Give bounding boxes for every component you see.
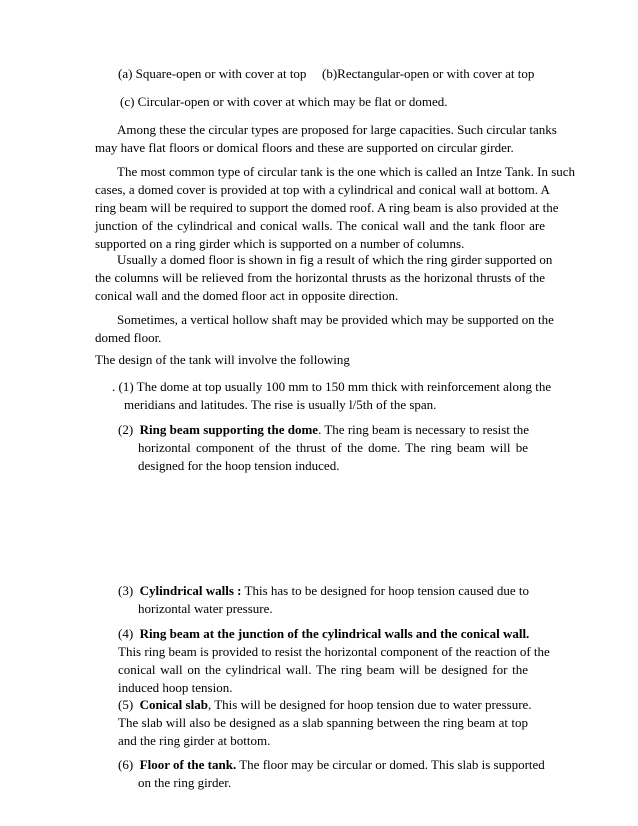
text-line: induced hoop tension. <box>118 680 233 695</box>
text-line <box>118 696 532 714</box>
text-line: may have flat floors or domical floors and these are supported on circular girder. <box>95 140 514 155</box>
text-line <box>118 421 528 439</box>
text-line: This ring beam is provided to resist the horizontal component of the reaction of the <box>118 644 550 659</box>
option-a: (a) Square-open or with cover at top <box>118 66 307 81</box>
text-line: horizontal water pressure. <box>138 601 273 616</box>
design-item-dome <box>112 378 552 414</box>
text-line: meridians and latitudes. The rise is usually l/5th of the span. <box>124 397 437 412</box>
item-heading: Floor of the tank. <box>139 757 237 772</box>
item-heading: Cylindrical walls : <box>139 583 242 598</box>
design-item-conical-slab <box>118 696 532 750</box>
paragraph-circular-types <box>95 121 557 157</box>
text-line: conical wall on the cylindrical wall. The ring beam will be designed for the <box>118 662 528 677</box>
text-line: Among these the circular types are proposed for large capacities. Such circular tanks <box>117 122 557 137</box>
item-heading: Ring beam at the junction of the cylindrical walls and the conical wall. <box>139 626 530 641</box>
text-line: supported on a ring girder which is supported on a number of columns. <box>95 236 465 251</box>
design-intro: The design of the tank will involve the following <box>95 352 350 367</box>
text-line: junction of the cylindrical and conical walls. The conical wall and the tank floor are <box>95 218 545 233</box>
item-number: (2) <box>118 422 134 437</box>
text-line: domed floor. <box>95 330 162 345</box>
paragraph-hollow-shaft <box>95 311 554 347</box>
item-number: (5) <box>118 697 134 712</box>
text-line: conical wall and the domed floor act in opposite direction. <box>95 288 399 303</box>
text-line: The most common type of circular tank is the one which is called an Intze Tank. In such <box>117 164 576 179</box>
text-line: . (1) The dome at top usually 100 mm to 150 mm thick with reinforcement along the <box>112 379 552 394</box>
text-line: the columns will be relieved from the horizontal thrusts as the horizonal thrusts of the <box>95 270 545 285</box>
item-number: (6) <box>118 757 134 772</box>
text-line: The slab will also be designed as a slab spanning between the ring beam at top <box>118 715 528 730</box>
option-c: (c) Circular-open or with cover at which may be flat or domed. <box>120 94 448 109</box>
paragraph-intze-tank <box>95 163 576 253</box>
item-number: (4) <box>118 626 134 641</box>
text-line: on the ring girder. <box>138 775 232 790</box>
text-line: cases, a domed cover is provided at top with a cylindrical and conical wall at bottom. A <box>95 182 550 197</box>
text-line: Usually a domed floor is shown in fig a result of which the ring girder supported on <box>117 252 553 267</box>
design-item-cylindrical-walls <box>118 582 528 618</box>
item-heading: Conical slab <box>139 697 208 712</box>
text-line: and the ring girder at bottom. <box>118 733 271 748</box>
item-text: The floor may be circular or domed. This slab is supported <box>236 757 545 772</box>
text-line <box>118 625 528 643</box>
text-line: horizontal component of the thrust of the dome. The ring beam will be <box>138 440 528 455</box>
item-text: . The ring beam is necessary to resist the <box>318 422 530 437</box>
item-heading: Ring beam supporting the dome <box>139 422 319 437</box>
item-text: , This will be designed for hoop tension due to water pressure. <box>207 697 532 712</box>
text-line <box>118 756 545 774</box>
paragraph-domed-floor <box>95 251 553 305</box>
design-item-ring-beam-junction <box>118 625 550 697</box>
text-line: designed for the hoop tension induced. <box>138 458 340 473</box>
item-number: (3) <box>118 583 134 598</box>
text-line <box>118 582 528 600</box>
text-line: Sometimes, a vertical hollow shaft may be provided which may be supported on the <box>117 312 554 327</box>
design-item-ring-beam-dome <box>118 421 528 475</box>
option-b: (b)Rectangular-open or with cover at top <box>322 66 535 81</box>
text-line: ring beam will be required to support the domed roof. A ring beam is also provided at the <box>95 200 559 215</box>
item-text: This has to be designed for hoop tension caused due to <box>241 583 530 598</box>
design-item-floor <box>118 756 545 792</box>
